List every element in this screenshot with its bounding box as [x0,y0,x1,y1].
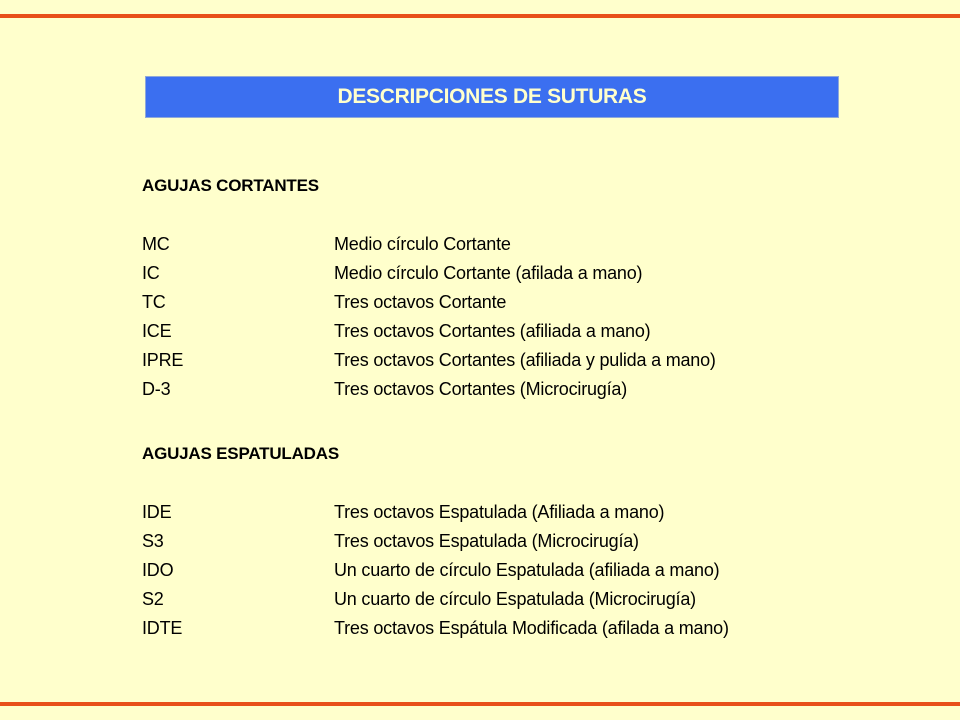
suture-code: IC [142,263,160,283]
list-item [142,230,922,259]
suture-code: S3 [142,531,164,551]
suture-description: Tres octavos Cortantes (Microcirugía) [334,379,628,399]
suture-description: Tres octavos Cortantes (afiliada y pulida a mano) [334,350,716,370]
suture-description: Tres octavos Espátula Modificada (afilada a mano) [334,618,729,638]
list-item [142,375,922,404]
suture-description: Tres octavos Espatulada (Afiliada a mano) [334,502,665,522]
page-title: DESCRIPCIONES DE SUTURAS [337,85,647,108]
suture-code: IPRE [142,350,184,370]
list-item [142,527,922,556]
content [142,172,922,643]
section-heading-cortantes: AGUJAS CORTANTES [142,176,319,195]
list-item [142,585,922,614]
list-item [142,259,922,288]
suture-code: IDTE [142,618,183,638]
suture-code: IDE [142,502,172,522]
list-item [142,498,922,527]
suture-code: S2 [142,589,164,609]
section-gap [142,404,922,440]
list-item [142,614,922,643]
suture-description: Tres octavos Espatulada (Microcirugía) [334,531,639,551]
suture-code: MC [142,234,170,254]
list-item [142,288,922,317]
title-bar [145,76,839,118]
list-item [142,556,922,585]
suture-description: Un cuarto de círculo Espatulada (afiliada a mano) [334,560,720,580]
suture-code: ICE [142,321,172,341]
top-rule [0,14,960,18]
suture-description: Tres octavos Cortantes (afiliada a mano) [334,321,651,341]
suture-description: Tres octavos Cortante [334,292,507,312]
suture-description: Medio círculo Cortante (afilada a mano) [334,263,643,283]
suture-code: TC [142,292,166,312]
suture-description: Medio círculo Cortante [334,234,511,254]
spacer [142,200,922,230]
section-heading-espatuladas: AGUJAS ESPATULADAS [142,444,339,463]
list-item [142,346,922,375]
spacer [142,468,922,498]
suture-description: Un cuarto de círculo Espatulada (Microcirugía) [334,589,696,609]
suture-code: D-3 [142,379,171,399]
bottom-rule [0,702,960,706]
list-item [142,317,922,346]
suture-code: IDO [142,560,174,580]
